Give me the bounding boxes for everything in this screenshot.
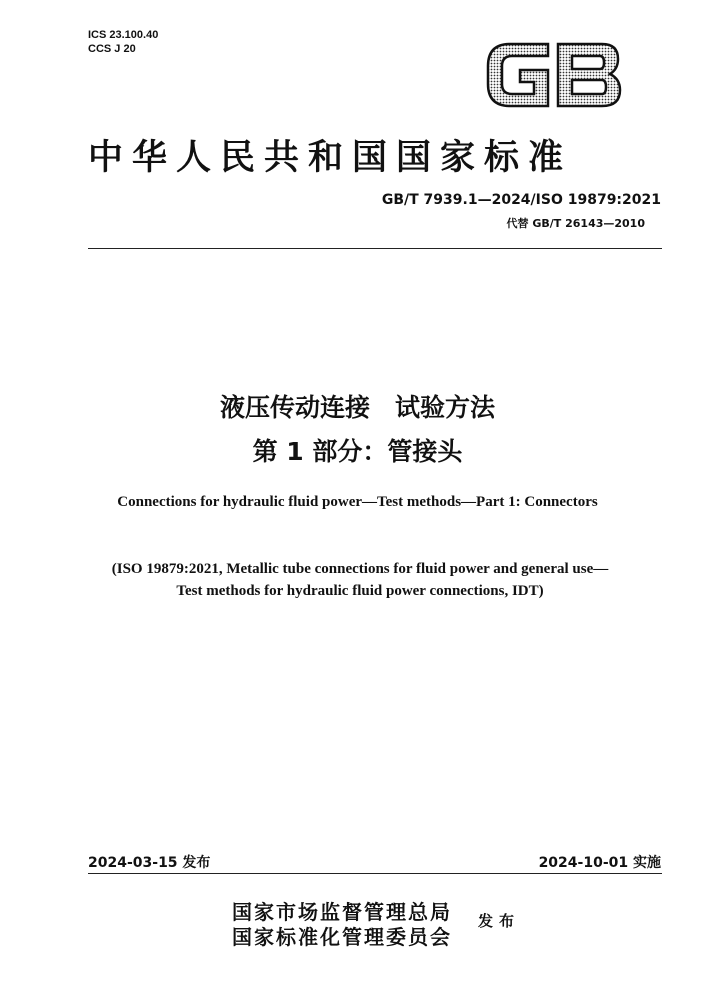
- publisher-line1: 国家市场监督管理总局: [232, 900, 452, 924]
- gb-logo-text: GB: [554, 111, 556, 112]
- iso-reference-line2: Test methods for hydraulic fluid power connections, IDT): [176, 583, 544, 599]
- chinese-title-line1: 液压传动连接 试验方法: [219, 393, 495, 422]
- replaces-standard: 代替 GB/T 26143—2010: [506, 217, 645, 230]
- implementation-date: 2024-10-01 实施: [538, 855, 661, 871]
- chinese-title-line2: 第 1 部分：管接头: [252, 437, 463, 466]
- standard-number: GB/T 7939.1—2024/ISO 19879:2021: [381, 192, 661, 208]
- iso-reference-line1: (ISO 19879:2021, Metallic tube connections for fluid power and general use—: [111, 561, 609, 577]
- top-divider: [88, 248, 662, 249]
- standard-title: 中华人民共和国国家标准: [88, 137, 573, 178]
- ics-code: ICS 23.100.40: [88, 29, 159, 41]
- gb-logo: [484, 38, 624, 112]
- english-title: Connections for hydraulic fluid power—Test methods—Part 1: Connectors: [117, 494, 598, 510]
- issue-date: 2024-03-15 发布: [88, 855, 211, 871]
- classification-codes: [88, 28, 158, 56]
- publish-verb: 发布: [478, 912, 521, 930]
- bottom-divider: [88, 873, 662, 874]
- publisher-line2: 国家标准化管理委员会: [232, 925, 452, 949]
- ccs-code: CCS J 20: [88, 43, 136, 55]
